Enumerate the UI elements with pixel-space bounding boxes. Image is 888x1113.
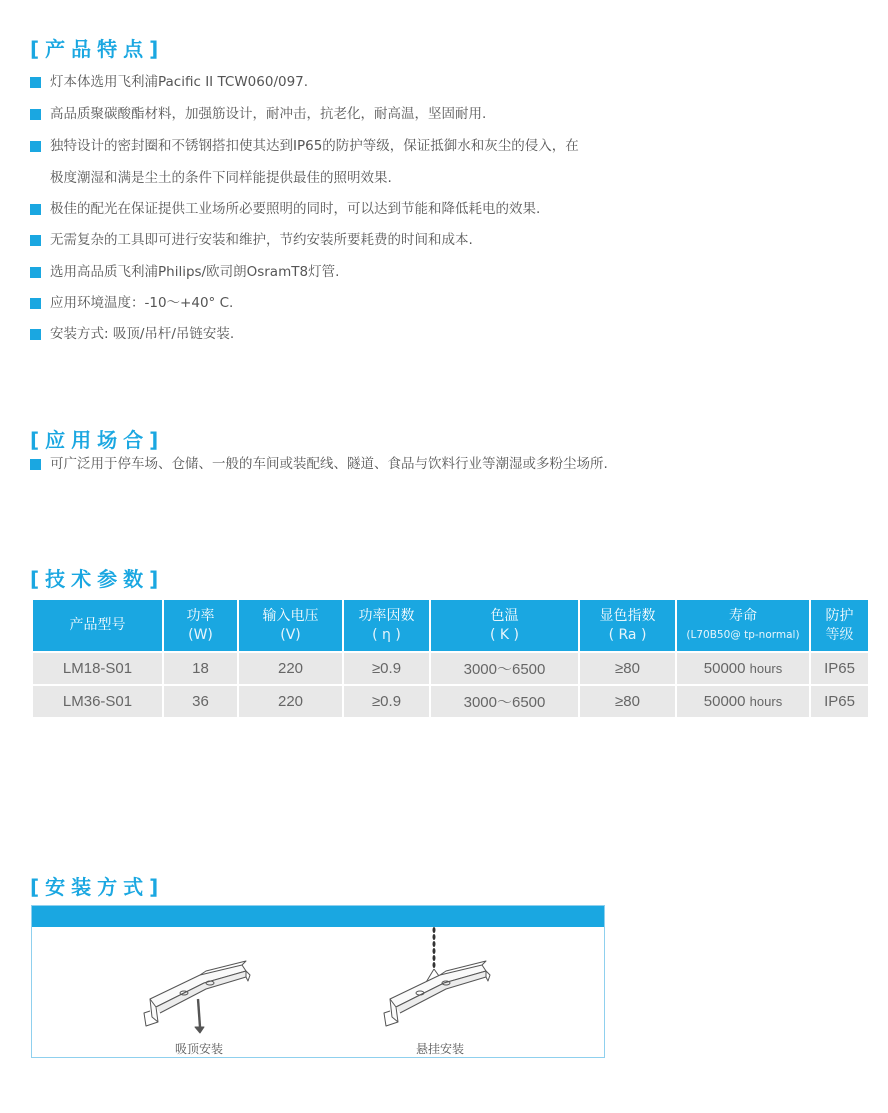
spec-header-row bbox=[32, 599, 869, 652]
cell-ip-rating: IP65 bbox=[810, 685, 869, 718]
ceiling-mount-icon bbox=[144, 961, 250, 1033]
bullet-square-icon bbox=[30, 235, 41, 246]
feature-item: 独特设计的密封圈和不锈钢搭扣使其达到IP65的防护等级，保证抵御水和灰尘的侵入，在 bbox=[30, 136, 579, 157]
table-row bbox=[32, 685, 869, 718]
spec-table bbox=[31, 598, 870, 719]
header-voltage: 输入电压 (V) bbox=[238, 599, 343, 652]
installation-diagrams bbox=[32, 927, 604, 1057]
cell-power: 18 bbox=[163, 652, 238, 685]
feature-item: 选用高品质飞利浦Philips/欧司朗OsramT8灯管. bbox=[30, 262, 579, 283]
header-ip-rating: 防护 等级 bbox=[810, 599, 869, 652]
bullet-square-icon bbox=[30, 267, 41, 278]
bullet-square-icon bbox=[30, 204, 41, 215]
feature-item: 无需复杂的工具即可进行安装和维护，节约安装所要耗费的时间和成本. bbox=[30, 230, 579, 251]
header-lifetime: 寿命 (L70B50@ tp-normal) bbox=[676, 599, 810, 652]
feature-item: 灯本体选用飞利浦Pacific II TCW060/097. bbox=[30, 72, 579, 93]
feature-item: 应用环境温度：-10～+40° C. bbox=[30, 293, 579, 314]
header-power-factor: 功率因数 ( η ) bbox=[343, 599, 430, 652]
ceiling-mount-caption: 吸顶安装 bbox=[175, 1042, 224, 1056]
cell-lifetime: 50000 hours bbox=[676, 652, 810, 685]
application-item: 可广泛用于停车场、仓储、一般的车间或装配线、隧道、食品与饮料行业等潮湿或多粉尘场所. bbox=[30, 454, 608, 475]
cell-voltage: 220 bbox=[238, 685, 343, 718]
bullet-square-icon bbox=[30, 141, 41, 152]
feature-item: 安装方式: 吸顶/吊杆/吊链安装. bbox=[30, 324, 579, 345]
cell-lifetime: 50000 hours bbox=[676, 685, 810, 718]
features-list bbox=[30, 72, 579, 345]
cell-cct: 3000～6500 bbox=[430, 685, 579, 718]
bullet-square-icon bbox=[30, 298, 41, 309]
bullet-square-icon bbox=[30, 77, 41, 88]
header-cri: 显色指数 ( Ra ) bbox=[579, 599, 676, 652]
feature-item: 极佳的配光在保证提供工业场所必要照明的同时，可以达到节能和降低耗电的效果. bbox=[30, 199, 579, 220]
cell-cri: ≥80 bbox=[579, 685, 676, 718]
cell-cct: 3000～6500 bbox=[430, 652, 579, 685]
bullet-square-icon bbox=[30, 329, 41, 340]
cell-power: 36 bbox=[163, 685, 238, 718]
specs-title: [技术参数] bbox=[30, 567, 165, 591]
applications-list bbox=[30, 454, 608, 475]
installation-panel bbox=[31, 905, 605, 1058]
header-model: 产品型号 bbox=[32, 599, 163, 652]
cell-power-factor: ≥0.9 bbox=[343, 652, 430, 685]
bullet-square-icon bbox=[30, 109, 41, 120]
cell-model: LM36-S01 bbox=[32, 685, 163, 718]
feature-item-continuation: 极度潮湿和满是尘土的条件下同样能提供最佳的照明效果. bbox=[50, 170, 392, 186]
suspension-mount-caption: 悬挂安装 bbox=[416, 1042, 465, 1056]
header-cct: 色温 ( K ) bbox=[430, 599, 579, 652]
cell-model: LM18-S01 bbox=[32, 652, 163, 685]
cell-ip-rating: IP65 bbox=[810, 652, 869, 685]
installation-title: [安装方式] bbox=[30, 875, 165, 899]
header-power: 功率 (W) bbox=[163, 599, 238, 652]
chain-suspension-icon bbox=[384, 927, 490, 1026]
features-title: [产品特点] bbox=[30, 37, 165, 61]
applications-title: [应用场合] bbox=[30, 428, 165, 452]
bullet-square-icon bbox=[30, 459, 41, 470]
cell-power-factor: ≥0.9 bbox=[343, 685, 430, 718]
installation-header-bar bbox=[32, 906, 604, 927]
table-row bbox=[32, 652, 869, 685]
cell-cri: ≥80 bbox=[579, 652, 676, 685]
feature-item: 高品质聚碳酸酯材料，加强筋设计，耐冲击，抗老化，耐高温，坚固耐用. bbox=[30, 104, 579, 125]
cell-voltage: 220 bbox=[238, 652, 343, 685]
